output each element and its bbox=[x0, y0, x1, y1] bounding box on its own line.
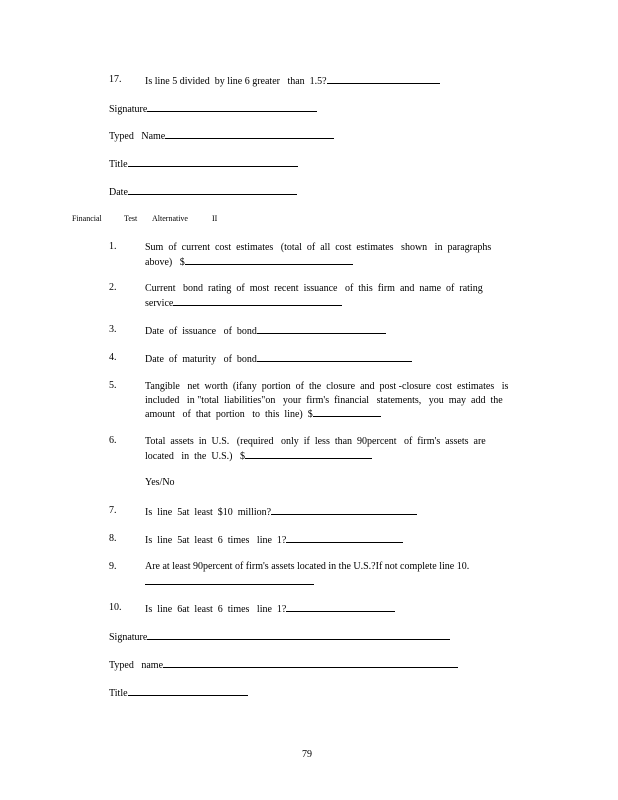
item-2-answer-line[interactable] bbox=[173, 296, 342, 306]
item-17-answer-line[interactable] bbox=[327, 74, 440, 84]
typed-name-field: Typed Name bbox=[109, 129, 334, 142]
signature-field: Signature bbox=[109, 102, 317, 115]
signature-field-2: Signature bbox=[109, 630, 450, 643]
item-1-number: 1. bbox=[109, 241, 117, 252]
page-number: 79 bbox=[302, 749, 312, 760]
item-6-answer-line[interactable] bbox=[245, 449, 372, 459]
typed-name-line[interactable] bbox=[165, 129, 334, 139]
item-6-number: 6. bbox=[109, 435, 117, 446]
item-4-text: Date of maturity of bond bbox=[145, 352, 412, 365]
item-17-text: Is line 5 divided by line 6 greater than 1.5? bbox=[145, 74, 440, 87]
title-field: Title bbox=[109, 157, 298, 170]
item-9-answer-line[interactable] bbox=[145, 575, 314, 585]
title-line-2[interactable] bbox=[128, 686, 248, 696]
item-10-text: Is line 6at least 6 times line 1? bbox=[145, 602, 395, 615]
item-4-number: 4. bbox=[109, 352, 117, 363]
item-6-text: Total assets in U.S. (required only if less than 90percent of firm's assets are located in the U.S.) $ bbox=[145, 436, 486, 462]
title-line[interactable] bbox=[128, 157, 298, 167]
item-1-answer-line[interactable] bbox=[185, 255, 353, 265]
heading-word-ii: II bbox=[212, 214, 218, 223]
item-2-text: Current bond rating of most recent issuance of this firm and name of rating service bbox=[145, 283, 483, 309]
typed-name-field-2: Typed name bbox=[109, 658, 458, 671]
signature-line[interactable] bbox=[147, 102, 317, 112]
item-5-number: 5. bbox=[109, 380, 117, 391]
date-field: Date bbox=[109, 185, 297, 198]
heading-word-test: Test bbox=[124, 214, 138, 223]
item-1-text: Sum of current cost estimates (total of all cost estimates shown in paragraphs above) $ bbox=[145, 242, 492, 268]
item-10-number: 10. bbox=[109, 602, 122, 613]
item-7-answer-line[interactable] bbox=[271, 505, 417, 515]
item-2-number: 2. bbox=[109, 282, 117, 293]
item-3-number: 3. bbox=[109, 324, 117, 335]
yes-no-label: Yes/No bbox=[145, 477, 175, 488]
item-5-text: Tangible net worth (ifany portion of the closure and post -closure cost estimates is included in "total liabilities"on your firm's financial statements, you may add the amount of that portion to this line) $ bbox=[145, 381, 509, 420]
heading-word-financial: Financial bbox=[72, 214, 102, 223]
item-3-text: Date of issuance of bond bbox=[145, 324, 386, 337]
heading-word-alternative: Alternative bbox=[152, 214, 188, 223]
typed-name-line-2[interactable] bbox=[163, 658, 458, 668]
item-5-answer-line[interactable] bbox=[313, 407, 381, 417]
item-8-text: Is line 5at least 6 times line 1? bbox=[145, 533, 403, 546]
date-line[interactable] bbox=[128, 185, 297, 195]
signature-line-2[interactable] bbox=[147, 630, 450, 640]
item-9-number: 9. bbox=[109, 561, 117, 572]
item-8-number: 8. bbox=[109, 533, 117, 544]
item-7-number: 7. bbox=[109, 505, 117, 516]
item-17-number: 17. bbox=[109, 74, 122, 85]
item-4-answer-line[interactable] bbox=[257, 352, 412, 362]
item-10-answer-line[interactable] bbox=[286, 602, 395, 612]
title-field-2: Title bbox=[109, 686, 248, 699]
item-8-answer-line[interactable] bbox=[286, 533, 403, 543]
item-9-text: Are at least 90percent of firm's assets located in the U.S.?If not complete line 10. bbox=[145, 561, 470, 572]
item-7-text: Is line 5at least $10 million? bbox=[145, 505, 417, 518]
item-3-answer-line[interactable] bbox=[257, 324, 386, 334]
